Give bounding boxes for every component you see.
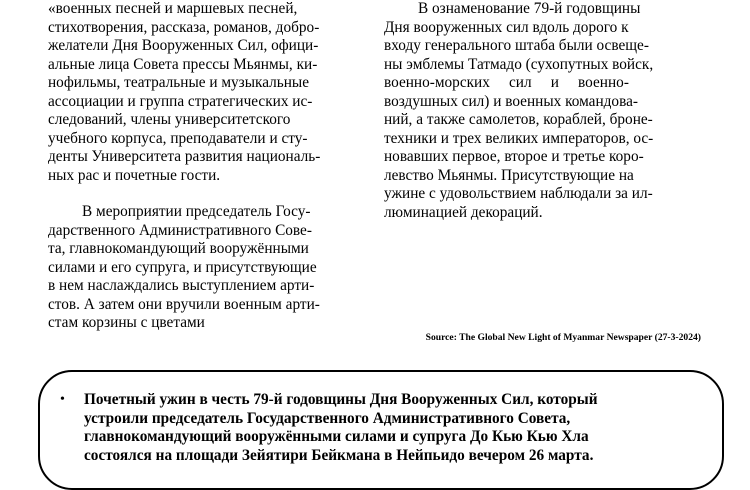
highlight-text bbox=[84, 391, 700, 465]
right-column bbox=[384, 0, 700, 222]
text-line: В мероприятии председатель Госу- bbox=[82, 203, 311, 220]
text-line: В ознаменование 79-й годовщины bbox=[418, 0, 641, 17]
text-line: денты Университета развития националь- bbox=[48, 148, 321, 165]
text-line: ассоциации и группа стратегических ис- bbox=[48, 92, 313, 110]
text-line: ных рас и почетные гости. bbox=[48, 166, 221, 184]
text-line: Дня вооруженных сил вдоль дорого к bbox=[384, 18, 629, 36]
text-line: люминацией декораций. bbox=[384, 203, 543, 221]
left-paragraph-2 bbox=[48, 203, 363, 333]
text-line: силами и его супруга, и присутствующие bbox=[48, 258, 317, 276]
text-line: Почетный ужин в честь 79-й годовщины Дня Вооруженных Сил, который bbox=[84, 391, 598, 408]
text-line: военно-морских сил и военно- bbox=[384, 74, 629, 91]
text-line: «военных песней и маршевых песней, bbox=[48, 0, 298, 17]
text-line: воздушных сил) и военных командова- bbox=[384, 92, 638, 110]
left-column bbox=[48, 0, 363, 333]
text-line: главнокомандующий вооружёнными силами и супруга До Кью Кью Хла bbox=[84, 428, 589, 445]
text-line: ний, а также самолетов, кораблей, броне- bbox=[384, 111, 653, 128]
text-line: ны эмблемы Татмадо (сухопутных войск, bbox=[384, 55, 654, 73]
text-line: входу генерального штаба были освеще- bbox=[384, 37, 649, 54]
text-line: следований, члены университетского bbox=[48, 111, 291, 128]
right-paragraph-1 bbox=[384, 0, 700, 222]
source-citation: Source: The Global New Light of Myanmar Newspaper (27-3-2024) bbox=[425, 332, 701, 343]
text-line: желатели Дня Вооруженных Сил, офици- bbox=[48, 37, 319, 54]
text-line: стов. А затем они вручили военным арти- bbox=[48, 295, 320, 313]
text-line: нофильмы, театральные и музыкальные bbox=[48, 74, 309, 91]
text-line: состоялся на площади Зейятири Бейкмана в Нейпьидо вечером 26 марта. bbox=[84, 446, 594, 464]
text-line: стихотворения, рассказа, романов, добро- bbox=[48, 18, 320, 36]
text-line: альные лица Совета прессы Мьянмы, ки- bbox=[48, 55, 318, 73]
text-line: та, главнокомандующий вооружёнными bbox=[48, 240, 309, 257]
text-line: устроили председатель Государственного Административного Совета, bbox=[84, 409, 571, 427]
text-line: техники и трех великих императоров, ос- bbox=[384, 129, 654, 147]
bullet-icon: • bbox=[60, 392, 65, 407]
text-line: учебного корпуса, преподаватели и сту- bbox=[48, 129, 308, 147]
text-line: стам корзины с цветами bbox=[48, 314, 205, 331]
text-line: новавших первое, второе и третье коро- bbox=[384, 148, 644, 165]
left-paragraph-1 bbox=[48, 0, 363, 185]
text-line: дарственного Административного Сове- bbox=[48, 221, 312, 239]
text-line: ужине с удовольствием наблюдали за ил- bbox=[384, 185, 653, 202]
text-line: левство Мьянмы. Присутствующие на bbox=[384, 166, 634, 184]
text-line: в нем наслаждались выступлением арти- bbox=[48, 277, 315, 294]
